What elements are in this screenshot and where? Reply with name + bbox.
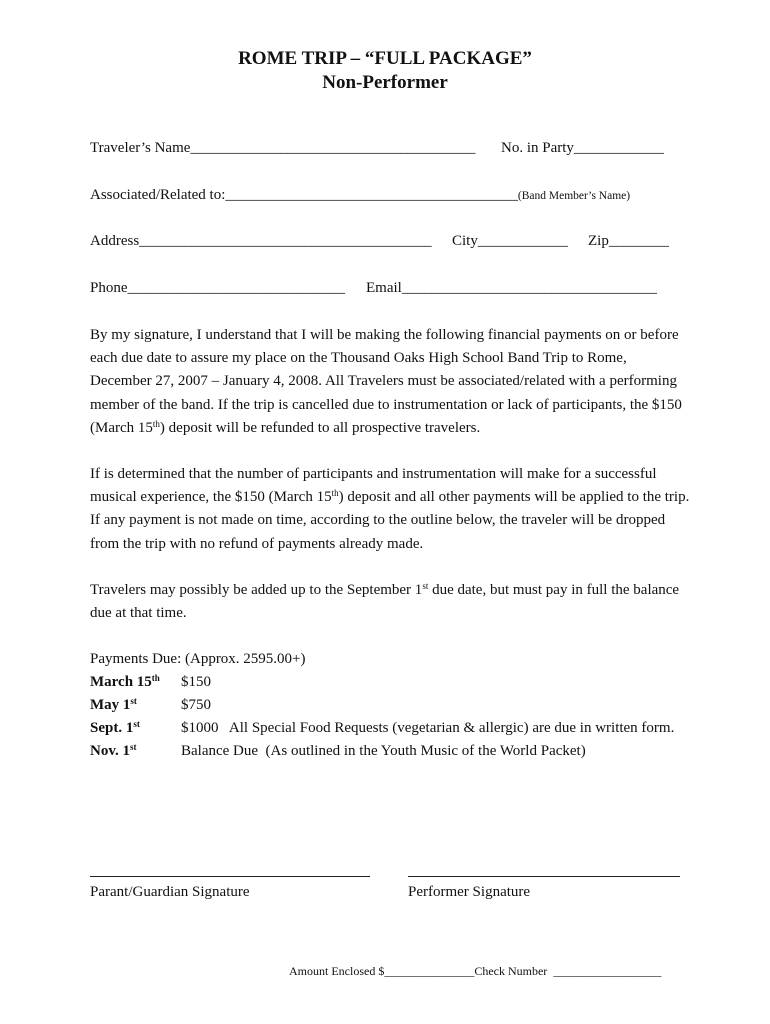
address-row: [90, 233, 432, 250]
no-in-party-row: [501, 140, 664, 157]
address-label: Address: [90, 233, 140, 249]
city-label: City: [452, 233, 478, 249]
payment-amount: $150: [181, 674, 211, 690]
guardian-signature-line[interactable]: [90, 860, 370, 877]
address-field[interactable]: _______________________________________: [139, 233, 432, 249]
associated-field[interactable]: _______________________________________: [225, 187, 518, 203]
amount-enclosed-field[interactable]: _______________: [384, 964, 475, 978]
performer-signature-label: Performer Signature: [408, 884, 531, 900]
check-number-label: Check Number: [474, 964, 548, 978]
no-in-party-field[interactable]: ____________: [573, 140, 664, 156]
agreement-paragraph: By my signature, I understand that I will be making the following financial payments on or before each due date to assure my place on the Thousand Oaks High School Band Trip to Rome, December 27, 2007 – January 4, 2008. All Travelers must be associated/related with a performing member of the band. If the trip is cancelled due to instrumentation or lack of participants, the $150 (March 15th) deposit will be refunded to all prospective travelers.: [90, 327, 682, 436]
payment-date: May 1st: [90, 696, 137, 713]
phone-label: Phone: [90, 280, 128, 296]
travelers-name-row: [90, 140, 475, 157]
payment-date: Nov. 1st: [90, 742, 137, 759]
footer-office-use: [289, 964, 661, 979]
city-row: [452, 233, 568, 250]
guardian-signature-label: Parant/Guardian Signature: [90, 884, 250, 900]
travelers-name-label: Traveler’s Name: [90, 140, 191, 156]
payment-date: Sept. 1st: [90, 719, 140, 736]
zip-label: Zip: [588, 233, 609, 249]
phone-row: [90, 280, 345, 297]
associated-label: Associated/Related to:: [90, 187, 226, 203]
check-number-field[interactable]: __________________: [553, 964, 662, 978]
zip-field[interactable]: ________: [608, 233, 669, 249]
city-field[interactable]: ____________: [477, 233, 568, 249]
payment-amount: Balance Due (As outlined in the Youth Music of the World Packet): [181, 743, 586, 759]
phone-field[interactable]: _____________________________: [127, 280, 345, 296]
email-field[interactable]: __________________________________: [401, 280, 657, 296]
amount-enclosed-label: Amount Enclosed $: [289, 964, 385, 978]
payment-amount: $1000 All Special Food Requests (vegetarian & allergic) are due in written form.: [181, 720, 675, 736]
payments-heading: Payments Due: (Approx. 2595.00+): [90, 651, 306, 667]
email-label: Email: [366, 280, 402, 296]
travelers-name-field[interactable]: ______________________________________: [190, 140, 476, 156]
late-addition-paragraph: Travelers may possibly be added up to the September 1st due date, but must pay in full the balance due at that time.: [90, 581, 680, 622]
form-subtitle: Non-Performer: [322, 72, 448, 93]
payment-amount: $750: [181, 697, 211, 713]
no-in-party-label: No. in Party: [501, 140, 574, 156]
email-row: [366, 280, 657, 297]
form-title: ROME TRIP – “FULL PACKAGE”: [238, 48, 532, 69]
zip-row: [588, 233, 669, 250]
associated-row: [90, 187, 630, 204]
payment-terms-paragraph: If is determined that the number of participants and instrumentation will make for a successful musical experience, the $150 (March 15th) deposit and all other payments will be applied to the trip. If any payment is not made on time, according to the outline below, the traveler will be dropped from the trip with no refund of payments already made.: [90, 466, 690, 552]
band-member-hint: (Band Member’s Name): [517, 190, 631, 202]
payment-date: March 15th: [90, 673, 160, 690]
performer-signature-line[interactable]: [408, 860, 680, 877]
